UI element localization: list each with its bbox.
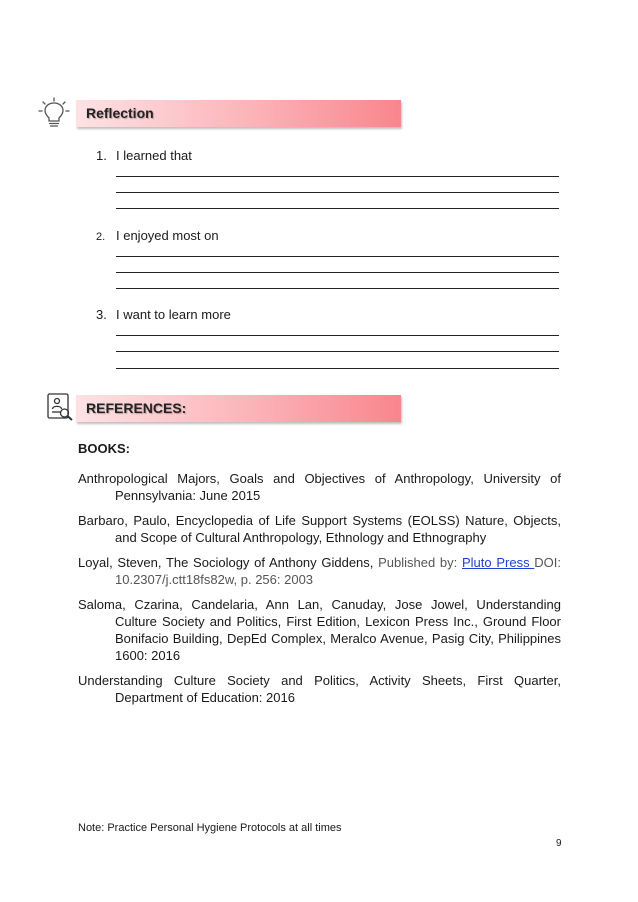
answer-line[interactable] — [116, 368, 559, 369]
reflection-item-2-text: I enjoyed most on — [116, 228, 219, 243]
answer-line[interactable] — [116, 335, 559, 336]
answer-line[interactable] — [116, 351, 559, 352]
reflection-item-1: 1. I learned that — [96, 148, 192, 163]
reflection-banner — [76, 100, 401, 127]
page-number: 9 — [556, 838, 562, 849]
reflection-item-3: 3. I want to learn more — [96, 307, 231, 322]
pluto-press-link[interactable]: Pluto Press — [462, 555, 535, 570]
answer-line[interactable] — [116, 256, 559, 257]
footer-note: Note: Practice Personal Hygiene Protocols at all times — [78, 822, 342, 834]
reference-entry: Loyal, Steven, The Sociology of Anthony Giddens, Published by: Pluto Press DOI: 10.2307/j.ctt18fs82w, p. 256: 2003 — [78, 555, 562, 587]
reference-entry: Anthropological Majors, Goals and Objectives of Anthropology, University of Pennsylvania: June 2015 — [78, 471, 561, 503]
reflection-item-2: 2. I enjoyed most on — [96, 228, 219, 243]
reflection-title: Reflection — [86, 105, 154, 121]
reference-list — [78, 470, 561, 714]
reflection-item-3-text: I want to learn more — [116, 307, 231, 322]
reference-entry: Barbaro, Paulo, Encyclopedia of Life Support Systems (EOLSS) Nature, Objects, and Scope of Cultural Anthropology, Ethnology and Ethnography — [78, 513, 561, 545]
lightbulb-icon — [38, 97, 70, 129]
references-title: REFERENCES: — [86, 400, 187, 416]
reflection-item-1-text: I learned that — [116, 148, 192, 163]
doi-text: DOI: 10.2307/j.ctt18fs82w, p. 256: 2003 — [115, 555, 562, 587]
answer-line[interactable] — [116, 176, 559, 177]
reference-entry: Saloma, Czarina, Candelaria, Ann Lan, Canuday, Jose Jowel, Understanding Culture Society and Politics, First Edition, Lexicon Press Inc., Ground Floor Bonifacio Building, DepEd Complex, Meralco Avenue, Pasig City, Philippines 1600: 2016 — [78, 597, 561, 663]
answer-line[interactable] — [116, 272, 559, 273]
document-search-icon — [46, 393, 74, 421]
answer-line[interactable] — [116, 288, 559, 289]
reference-entry: Understanding Culture Society and Politics, Activity Sheets, First Quarter, Department of Education: 2016 — [78, 673, 561, 705]
references-banner — [76, 395, 401, 422]
answer-line[interactable] — [116, 192, 559, 193]
published-label: Published by: — [378, 555, 458, 570]
books-heading: BOOKS: — [78, 441, 130, 456]
answer-line[interactable] — [116, 208, 559, 209]
